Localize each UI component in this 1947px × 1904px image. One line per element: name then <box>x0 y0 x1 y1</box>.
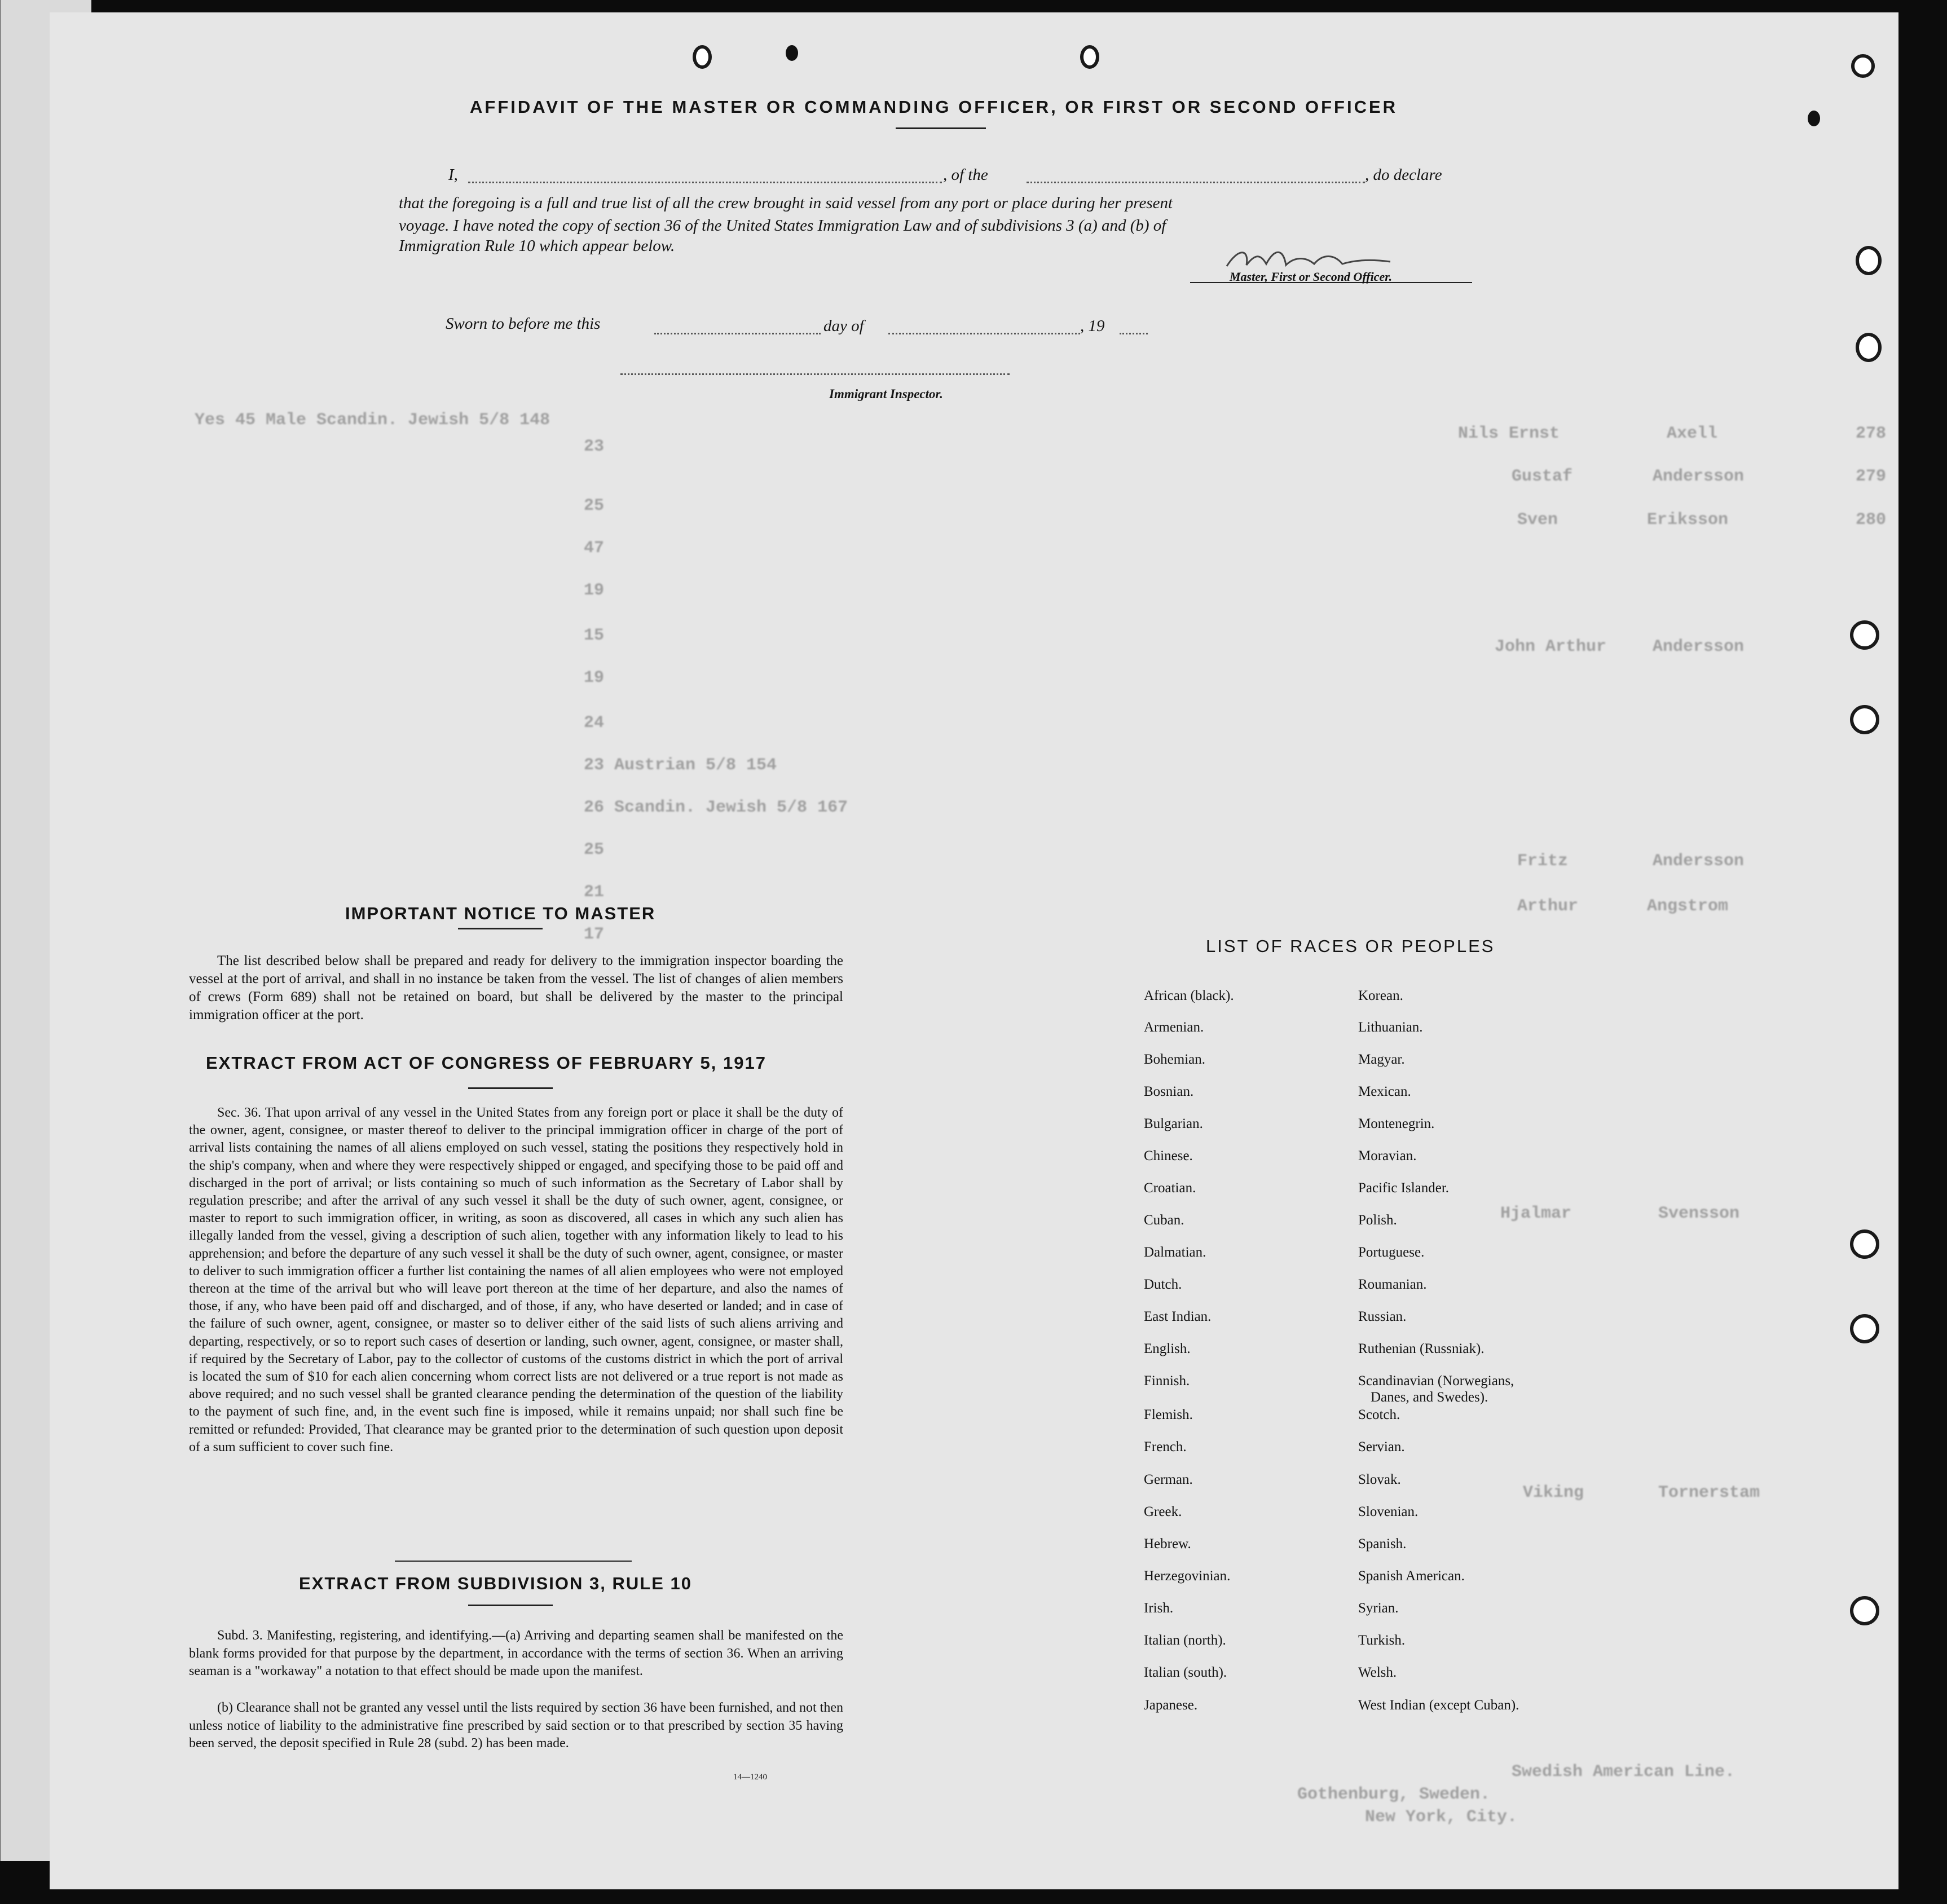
extract-act-heading: EXTRACT FROM ACT OF CONGRESS OF FEBRUARY 5, 1917 <box>206 1053 767 1073</box>
punch-hole <box>786 45 798 61</box>
document-page <box>50 12 1898 1889</box>
race-item: Finnish. <box>1144 1373 1190 1389</box>
bleed-entry: 47 <box>584 539 605 558</box>
sworn-label: Sworn to before me this <box>446 315 601 333</box>
inspector-label: Immigrant Inspector. <box>829 387 943 401</box>
name-field-line <box>468 182 942 183</box>
race-item: Greek. <box>1144 1504 1182 1519</box>
races-heading: LIST OF RACES OR PEOPLES <box>1206 936 1495 956</box>
race-item: Slovak. <box>1358 1472 1401 1487</box>
bleed-entry: 25 <box>584 840 605 860</box>
race-item: English. <box>1144 1341 1191 1356</box>
bleed-name: John Arthur <box>1495 637 1607 656</box>
extract-rule-text-a: Subd. 3. Manifesting, registering, and identifying.—(a) Arriving and departing seamen shall be manifested on the blank forms provided for that purpose by the department, in accordance with the terms of section 36. When an arriving seaman is a "workaway" a notation to that effect should be made upon the manifest. <box>189 1628 843 1678</box>
race-item: Magyar. <box>1358 1052 1405 1067</box>
punch-hole <box>1850 620 1879 650</box>
race-item: African (black). <box>1144 988 1234 1003</box>
notice-rule <box>458 928 543 929</box>
day-of-label: day of <box>823 317 864 335</box>
punch-hole <box>693 45 712 69</box>
race-item: Korean. <box>1358 988 1403 1003</box>
punch-hole <box>1850 1596 1879 1625</box>
punch-hole <box>1808 111 1820 126</box>
bleed-surname: Angstrom <box>1647 897 1729 916</box>
extract-rule-text-b: (b) Clearance shall not be granted any vessel until the lists required by section 36 have been furnished, and not then unless notice of liability to the administrative fine prescribed by said section or to that prescribed by section 35 having been served, the deposit specified in Rule 28 (subd. 2) has been made. <box>189 1700 843 1751</box>
race-item: Turkish. <box>1358 1633 1406 1648</box>
race-item: Irish. <box>1144 1601 1174 1616</box>
year-label: , 19 <box>1080 317 1105 335</box>
punch-hole <box>1850 1314 1879 1343</box>
year-field-line <box>1120 333 1148 334</box>
race-item: Italian (north). <box>1144 1633 1226 1648</box>
race-item: Moravian. <box>1358 1148 1417 1163</box>
bleed-footer: Swedish American Line. <box>1512 1762 1735 1782</box>
bleed-surname: Andersson <box>1653 852 1745 871</box>
race-item: Cuban. <box>1144 1213 1184 1228</box>
race-item: Welsh. <box>1358 1665 1397 1680</box>
bleed-footer: New York, City. <box>1365 1808 1518 1827</box>
bleed-row-number: 279 <box>1856 467 1887 486</box>
bleed-footer: Gothenburg, Sweden. <box>1297 1785 1491 1804</box>
form-number: 14—1240 <box>733 1773 767 1782</box>
race-item: Hebrew. <box>1144 1536 1191 1552</box>
race-item: Dalmatian. <box>1144 1245 1206 1260</box>
bleed-entry: 23 Austrian 5/8 154 <box>584 756 777 775</box>
affidavit-title: AFFIDAVIT OF THE MASTER OR COMMANDING OFFICER, OR FIRST OR SECOND OFFICER <box>470 97 1398 117</box>
subdivision-top-rule <box>395 1561 632 1562</box>
punch-hole <box>1080 45 1099 69</box>
race-item: Bohemian. <box>1144 1052 1206 1067</box>
bleed-entry: 24 <box>584 713 605 733</box>
race-item: West Indian (except Cuban). <box>1358 1698 1519 1713</box>
race-item: Danes, and Swedes). <box>1371 1390 1488 1405</box>
affidavit-line4: Immigration Rule 10 which appear below. <box>399 237 675 255</box>
bleed-entry: 23 <box>584 437 605 456</box>
punch-hole <box>1850 1229 1879 1259</box>
bleed-row-number: 278 <box>1856 424 1887 443</box>
bleed-name: Gustaf <box>1512 467 1573 486</box>
race-item: Dutch. <box>1144 1277 1182 1292</box>
extract-rule-heading: EXTRACT FROM SUBDIVISION 3, RULE 10 <box>299 1574 692 1593</box>
month-field-line <box>888 333 1080 334</box>
race-item: French. <box>1144 1439 1187 1455</box>
punch-hole <box>1856 246 1882 275</box>
bleed-entry: 26 Scandin. Jewish 5/8 167 <box>584 798 848 817</box>
bleed-name: Arthur <box>1517 897 1579 916</box>
extract-act-text: Sec. 36. That upon arrival of any vessel in the United States from any foreign port or place it shall be the duty of the owner, agent, consignee, or master thereof to deliver to the principal immigration officer in charge of the port of arrival lists containing the names of all aliens employed on such vessel, stating the positions they respectively hold in the ship's company, when and where they were respectively shipped or engaged, and specifying those to be paid off and discharged in the port of arrival; or lists containing so much of such information as the Secretary of Labor shall by regulation prescribe; and after the arrival of any such vessel it shall be the duty of such owner, agent, consignee, or master to report to such immigration officer, in writing, as soon as discovered, all cases in which any such alien has illegally landed from the vessel, giving a description of such alien, together with any information likely to lead to his apprehension; and before the departure of any such vessel it shall be the duty of such owner, agent, consignee, or master to deliver to such immigration officer a further list containing the names of all alien employees who were not employed thereon at the time of the arrival but who will leave port thereon at the time of her departure, and also the names of those, if any, who have been paid off and discharged, and of those, if any, who have deserted or landed; and in case of the failure of such owner, agent, consignee, or master so to deliver either of the said lists of such aliens arriving and departing, respectively, or so to report such cases of desertion or landing, such owner, agent, consignee, or master shall, if required by the Secretary of Labor, pay to the collector of customs of the customs district in which the port of arrival is located the sum of $10 for each alien concerning whom correct lists are not delivered or a true report is not made as above required; and no such vessel shall be granted clearance pending the determination of the question of the liability to the payment of such fine, and, in the event such fine is imposed, while it remains unpaid; nor shall such fine be remitted or refunded: Provided, That clearance may be granted prior to the determination of such question upon deposit of a sum sufficient to cover such fine. <box>189 1105 843 1455</box>
punch-hole <box>1850 705 1879 734</box>
important-notice-heading: IMPORTANT NOTICE TO MASTER <box>345 903 656 923</box>
race-item: Ruthenian (Russniak). <box>1358 1341 1485 1356</box>
bleed-name: Nils Ernst <box>1458 424 1560 443</box>
bleed-name: Fritz <box>1517 852 1569 871</box>
race-item: Bosnian. <box>1144 1084 1194 1099</box>
race-item: Montenegrin. <box>1358 1116 1435 1131</box>
affidavit-line3: voyage. I have noted the copy of section 36 of the United States Immigration Law and of subdivisions 3 (a) and (b) of <box>399 217 1166 235</box>
bleed-surname: Andersson <box>1653 467 1745 486</box>
day-field-line <box>654 333 821 334</box>
race-item: Portuguese. <box>1358 1245 1425 1260</box>
race-item: Roumanian. <box>1358 1277 1427 1292</box>
race-item: Japanese. <box>1144 1698 1198 1713</box>
race-item: Syrian. <box>1358 1601 1399 1616</box>
affidavit-line2: that the foregoing is a full and true list of all the crew brought in said vessel from any port or place during her present <box>399 194 1173 212</box>
title-rule <box>896 127 986 129</box>
race-item: Italian (south). <box>1144 1665 1227 1680</box>
rule-rule <box>468 1605 553 1606</box>
vessel-field-line <box>1027 182 1365 183</box>
act-rule <box>468 1087 553 1089</box>
race-item: East Indian. <box>1144 1309 1212 1324</box>
bleed-entry: 19 <box>584 581 605 600</box>
bleed-name: Hjalmar <box>1500 1204 1572 1223</box>
bleed-entry: Yes 45 Male Scandin. Jewish 5/8 148 <box>195 411 550 430</box>
affidavit-of-the: , of the <box>943 166 988 184</box>
bleed-entry: 15 <box>584 626 605 645</box>
race-item: Herzegovinian. <box>1144 1568 1231 1584</box>
bleed-name: Viking <box>1523 1483 1584 1502</box>
bleed-surname: Svensson <box>1658 1204 1740 1223</box>
race-item: Mexican. <box>1358 1084 1411 1099</box>
punch-hole <box>1851 54 1875 78</box>
race-item: Polish. <box>1358 1213 1397 1228</box>
signature-label: Master, First or Second Officer. <box>1230 270 1393 284</box>
race-item: Lithuanian. <box>1358 1020 1423 1035</box>
bleed-entry: 25 <box>584 496 605 515</box>
punch-hole <box>1856 333 1882 362</box>
bleed-entry: 17 <box>584 925 605 944</box>
race-item: Scandinavian (Norwegians, <box>1358 1373 1514 1389</box>
race-item: Croatian. <box>1144 1180 1196 1196</box>
bleed-surname: Andersson <box>1653 637 1745 656</box>
bleed-name: Sven <box>1517 510 1558 530</box>
bleed-surname: Eriksson <box>1647 510 1729 530</box>
bleed-surname: Tornerstam <box>1658 1483 1760 1502</box>
inspector-line <box>620 373 1010 375</box>
bleed-surname: Axell <box>1667 424 1718 443</box>
race-item: Slovenian. <box>1358 1504 1419 1519</box>
bleed-entry: 21 <box>584 883 605 902</box>
race-item: Russian. <box>1358 1309 1407 1324</box>
race-item: German. <box>1144 1472 1193 1487</box>
race-item: Scotch. <box>1358 1407 1400 1422</box>
race-item: Armenian. <box>1144 1020 1204 1035</box>
important-notice-text: The list described below shall be prepared and ready for delivery to the immigration inspector boarding the vessel at the port of arrival, and shall in no instance be taken from the vessel. The list of changes of alien members of crews (Form 689) shall not be retained on board, but shall be delivered by the master to the principal immigration officer at the port. <box>189 953 843 1022</box>
affidavit-declare: , do declare <box>1365 166 1442 184</box>
bleed-row-number: 280 <box>1856 510 1887 530</box>
race-item: Bulgarian. <box>1144 1116 1203 1131</box>
race-item: Spanish. <box>1358 1536 1407 1552</box>
race-item: Pacific Islander. <box>1358 1180 1450 1196</box>
race-item: Chinese. <box>1144 1148 1193 1163</box>
affidavit-i: I, <box>448 166 458 184</box>
bleed-entry: 19 <box>584 668 605 687</box>
race-item: Flemish. <box>1144 1407 1193 1422</box>
race-item: Spanish American. <box>1358 1568 1465 1584</box>
race-item: Servian. <box>1358 1439 1405 1455</box>
